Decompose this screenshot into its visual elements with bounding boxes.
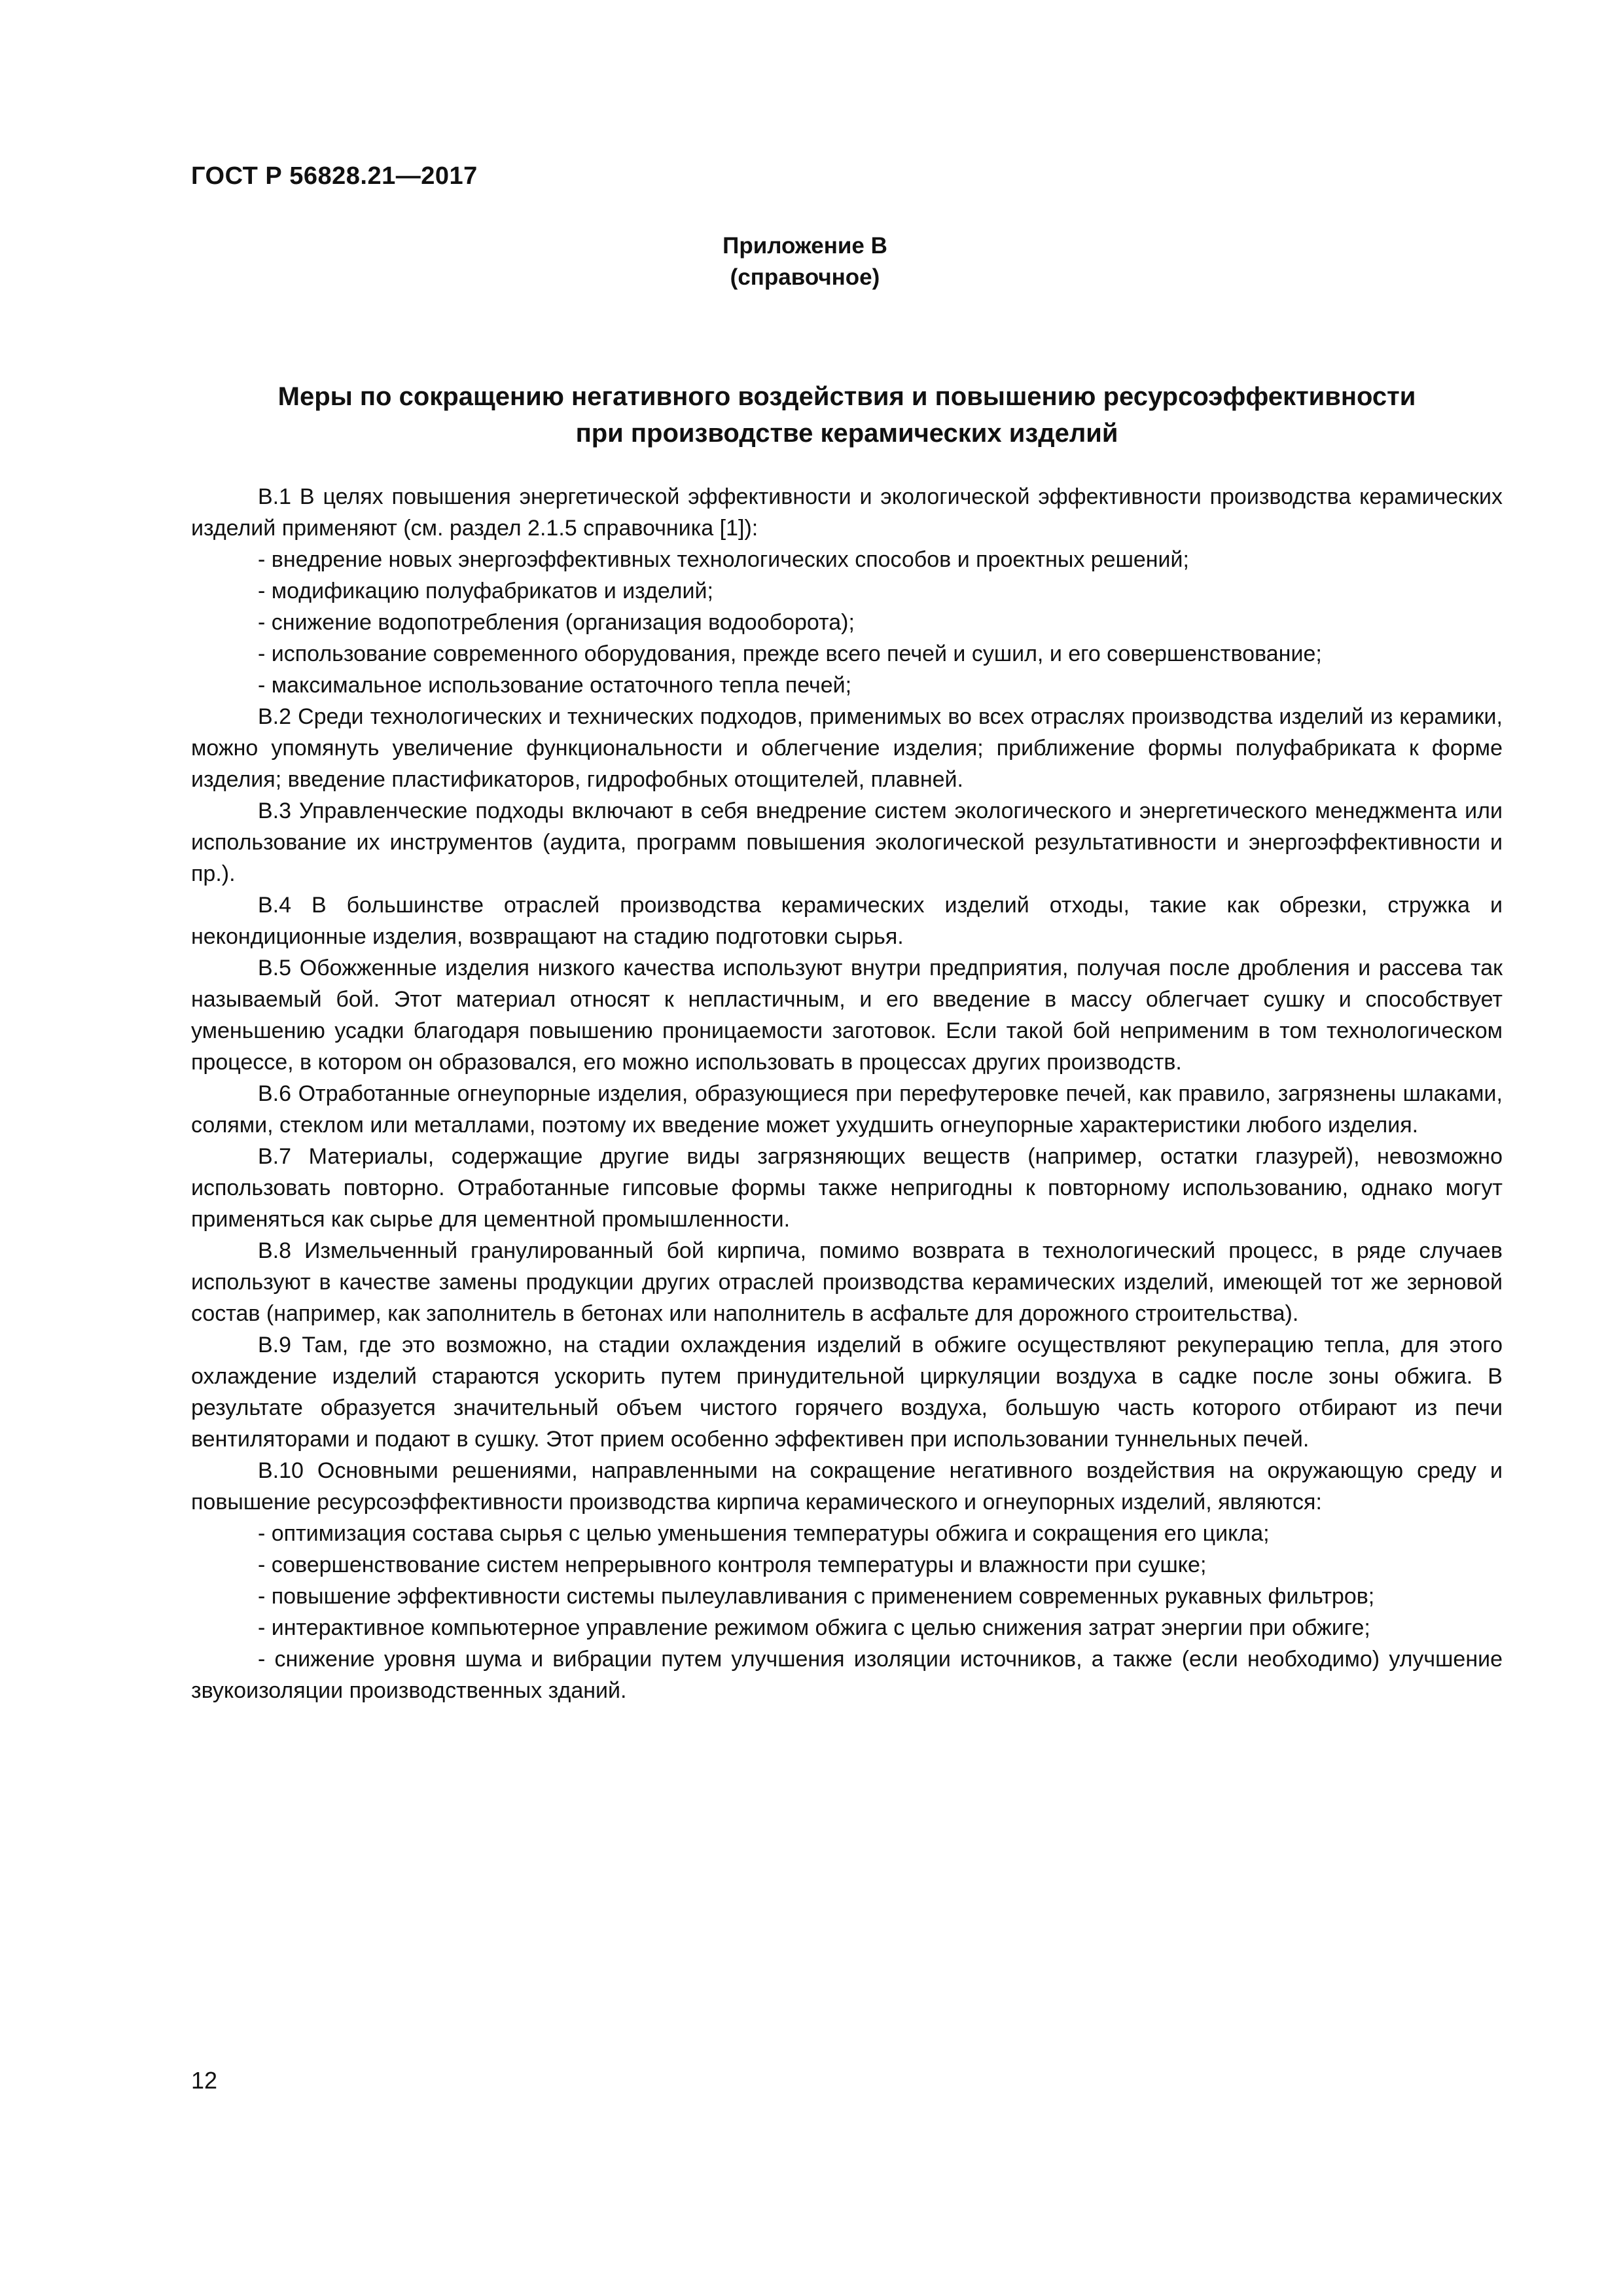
paragraph-b1: В.1 В целях повышения энергетической эффективности и экологической эффективности производства керамических изделий применяют (см. раздел 2.1.5 справочника [1]): <box>191 484 1503 541</box>
paragraph-b10: В.10 Основными решениями, направленными на сокращение негативного воздействия на окружающую среду и повышение ресурсоэффективности производства кирпича керамического и огнеупорных изделий, являются: <box>191 1458 1503 1515</box>
list-item: - совершенствование систем непрерывного контроля температуры и влажности при сушке; <box>258 1552 1207 1577</box>
list-item: - интерактивное компьютерное управление режимом обжига с целью снижения затрат энергии при обжиге; <box>258 1615 1370 1640</box>
appendix-heading <box>131 230 1479 293</box>
paragraph-b5: В.5 Обожженные изделия низкого качества используют внутри предприятия, получая после дробления и рассева так называемый бой. Этот материал относят к непластичным, и его введение в массу облегчает сушку и способствует уменьшению усадки благодаря повышению проницаемости заготовок. Если такой бой неприменим в том технологическом процессе, в котором он образовался, его можно использовать в процессах других производств. <box>191 956 1503 1075</box>
paragraph-b7: В.7 Материалы, содержащие другие виды загрязняющих веществ (например, остатки глазурей), невозможно использовать повторно. Отработанные гипсовые формы также непригодны к повторному использованию, однако могут применяться как сырье для цементной промышленности. <box>191 1144 1503 1232</box>
list-item: - использование современного оборудования, прежде всего печей и сушил, и его совершенствование; <box>258 641 1322 666</box>
list-item: - внедрение новых энергоэффективных технологических способов и проектных решений; <box>258 547 1189 572</box>
paragraph-b4: В.4 В большинстве отраслей производства керамических изделий отходы, такие как обрезки, стружка и некондиционные изделия, возвращают на стадию подготовки сырья. <box>191 893 1503 949</box>
section-title-line-1: Меры по сокращению негативного воздействия и повышению ресурсоэффективности <box>277 382 1416 411</box>
paragraph-b3: В.3 Управленческие подходы включают в себя внедрение систем экологического и энергетического менеджмента или использование их инструментов (аудита, программ повышения экологической результативности и энергоэффективности и пр.). <box>191 798 1503 886</box>
paragraph-b6: В.6 Отработанные огнеупорные изделия, образующиеся при перефутеровке печей, как правило, загрязнены шлаками, солями, стеклом или металлами, поэтому их введение может ухудшить огнеупорные характеристики любого изделия. <box>191 1081 1503 1138</box>
section-title <box>191 378 1503 452</box>
appendix-type: (справочное) <box>730 264 880 290</box>
list-item: - снижение водопотребления (организация водооборота); <box>258 610 855 635</box>
paragraph-b8: В.8 Измельченный гранулированный бой кирпича, помимо возврата в технологический процесс, в ряде случаев используют в качестве замены продукции других отраслей производства керамических изделий, имеющей тот же зерновой состав (например, как заполнитель в бетонах или наполнитель в асфальте для дорожного строительства). <box>191 1238 1503 1326</box>
page-number: 12 <box>191 2067 218 2094</box>
list-item-last: - снижение уровня шума и вибрации путем улучшения изоляции источников, а также (если необходимо) улучшение звукоизоляции производственных зданий. <box>191 1647 1503 1703</box>
list-item: - повышение эффективности системы пылеулавливания с применением современных рукавных фильтров; <box>258 1584 1375 1609</box>
section-title-line-2: при производстве керамических изделий <box>575 419 1118 448</box>
paragraph-b2: В.2 Среди технологических и технических подходов, применимых во всех отраслях производства изделий из керамики, можно упомянуть увеличение функциональности и облегчение изделия; приближение формы полуфабриката к форме изделия; введение пластификаторов, гидрофобных отощителей, плавней. <box>191 704 1503 792</box>
document-code: ГОСТ Р 56828.21—2017 <box>191 162 478 190</box>
list-item: - оптимизация состава сырья с целью уменьшения температуры обжига и сокращения его цикла; <box>258 1521 1270 1546</box>
appendix-label: Приложение В <box>722 233 887 259</box>
list-item: - модификацию полуфабрикатов и изделий; <box>258 579 713 603</box>
paragraph-b9: В.9 Там, где это возможно, на стадии охлаждения изделий в обжиге осуществляют рекуперацию тепла, для этого охлаждение изделий стараются ускорить путем принудительной циркуляции воздуха в садке после зоны обжига. В результате образуется значительный объем чистого горячего воздуха, большую часть которого отбирают из печи вентиляторами и подают в сушку. Этот прием особенно эффективен при использовании туннельных печей. <box>191 1333 1503 1452</box>
document-body <box>191 481 1503 1706</box>
list-item: - максимальное использование остаточного тепла печей; <box>258 673 852 698</box>
